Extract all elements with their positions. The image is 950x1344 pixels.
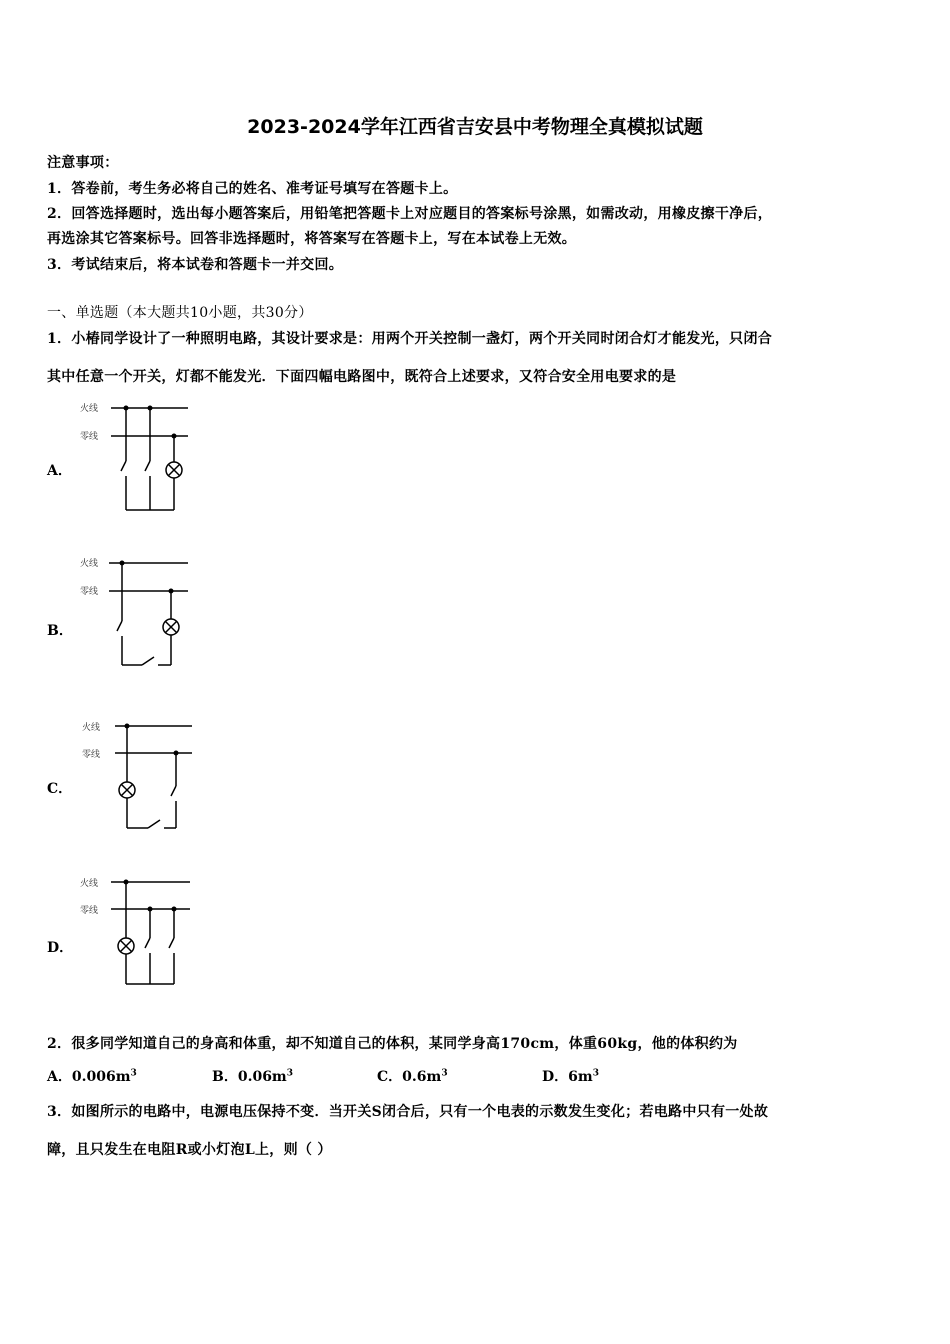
question-2-stem: 2．很多同学知道自己的身高和体重，却不知道自己的体积，某同学身高170cm，体重60kg，他的体积约为 — [47, 1036, 738, 1052]
notice-item-2: 2．回答选择题时，选出每小题答案后，用铅笔把答题卡上对应题目的答案标号涂黑，如需改动，用橡皮擦干净后， — [47, 206, 773, 222]
q2-choice-b: B．$0.06m^3$ — [212, 1068, 294, 1085]
question-3-line-1: 3．如图所示的电路中，电源电压保持不变．当开关S闭合后，只有一个电表的示数发生变化；若电路中只有一处故 — [47, 1104, 769, 1120]
option-d-label: D． — [47, 940, 74, 956]
wire-label-live: 火线 — [82, 723, 101, 733]
notice-heading: 注意事项： — [47, 155, 119, 171]
wire-label-neutral: 零线 — [80, 587, 99, 597]
notice-item-3: 3．考试结束后，将本试卷和答题卡一并交回。 — [47, 257, 344, 273]
option-b-label: B． — [47, 623, 73, 639]
question-1-line-1: 1．小椿同学设计了一种照明电路，其设计要求是：用两个开关控制一盏灯，两个开关同时闭合灯才能发光，只闭合 — [47, 331, 773, 347]
wire-label-neutral: 零线 — [80, 906, 99, 916]
wire-label-neutral: 零线 — [82, 750, 101, 760]
wire-label-live: 火线 — [80, 559, 99, 569]
circuit-diagram-a — [76, 396, 196, 516]
question-1-line-2: 其中任意一个开关，灯都不能发光．下面四幅电路图中，既符合上述要求，又符合安全用电要求的是 — [47, 369, 677, 385]
circuit-diagram-d — [76, 872, 196, 992]
q2-choice-d: D．$6m^3$ — [542, 1068, 599, 1085]
circuit-diagram-b — [76, 553, 196, 673]
page-title: 2023-2024学年江西省吉安县中考物理全真模拟试题 — [247, 116, 703, 138]
section-heading: 一、单选题（本大题共10小题，共30分） — [47, 305, 313, 321]
question-3-line-2: 障，且只发生在电阻R或小灯泡L上，则（ ） — [47, 1142, 332, 1158]
wire-label-neutral: 零线 — [80, 432, 99, 442]
notice-item-2-cont: 再选涂其它答案标号。回答非选择题时，将答案写在答题卡上，写在本试卷上无效。 — [47, 231, 577, 247]
wire-label-live: 火线 — [80, 879, 99, 889]
circuit-diagram-c — [78, 716, 198, 836]
wire-label-live: 火线 — [80, 404, 99, 414]
q2-choice-a: A．$0.006m^3$ — [47, 1068, 137, 1085]
q2-choice-c: C．$0.6m^3$ — [377, 1068, 448, 1085]
option-a-label: A． — [47, 463, 72, 479]
option-c-label: C． — [47, 781, 73, 797]
notice-item-1: 1．答卷前，考生务必将自己的姓名、准考证号填写在答题卡上。 — [47, 181, 458, 197]
